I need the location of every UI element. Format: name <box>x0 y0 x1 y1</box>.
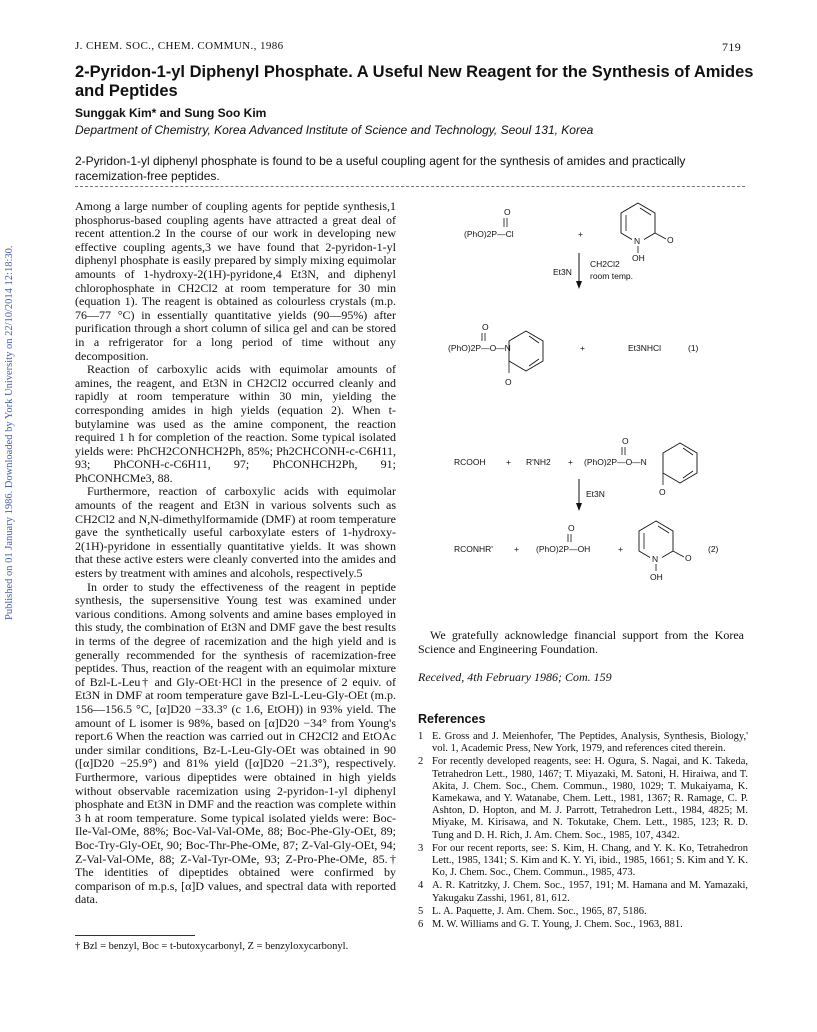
amide-product: RCONHR' <box>454 544 493 554</box>
hydroxyl: OH <box>632 253 645 263</box>
acknowledgement: We gratefully acknowledge financial support from the Korea Science and Engineering Foundation. <box>418 628 744 656</box>
reference-item: 6 M. W. Williams and G. T. Young, J. Chem. Soc., 1963, 881. <box>418 919 683 931</box>
base-label: Et3N <box>586 489 605 499</box>
ring-oxygen: O <box>667 235 674 245</box>
solvent-label: CH2Cl2 <box>590 259 620 269</box>
plus-sign: + <box>514 544 519 554</box>
phosphoryl-oxygen: O <box>622 436 629 446</box>
phosphoryl-oxygen: O <box>568 523 575 533</box>
reaction-scheme <box>418 195 758 615</box>
reference-item: 3 For our recent reports, see: S. Kim, H. Chang, and Y. K. Ko, Tetrahedron Lett., 1985, 1341; S. Kim and K. Y. Yi, ibid., 1985, 1661; S. Kim and Y. K. Ko, J. Chem. Soc., Chem. Commun., 1985, 473. <box>418 842 748 879</box>
plus-sign: + <box>568 457 573 467</box>
plus-sign: + <box>506 457 511 467</box>
reference-item: 2 For recently developed reagents, see: H. Ogura, S. Nagai, and K. Takeda, Tetrahedron Lett., 1980, 1467; T. Miyazaki, M. Satoni, H. Hiraiwa, and T. Akita, J. Chem. Soc., Chem. Commun., 1980, 1029; T. Mukaiyama, K. Kamekawa, and Y. Watanabe, Chem. Lett., 1981, 1367; R. Ramage, C. P. Ashton, D. Hopton, and M. J. Parrott, Tetrahedron Lett., 1984, 4825; M. Miyake, M. Kirisawa, and N. Tokutake, Chem. Lett., 1985, 123; R. D. Tung and D. H. Rich, J. Am. Chem. Soc., 1985, 107, 4342. <box>418 756 748 841</box>
plus-sign: + <box>618 544 623 554</box>
pyridone-ring <box>659 443 697 497</box>
reference-item: 4 A. R. Katritzky, J. Chem. Soc., 1957, 191; M. Hamana and M. Yamazaki, Yakugaku Zasshi, 1961, 81, 612. <box>418 880 748 904</box>
phosphoryl-oxygen: O <box>482 322 489 332</box>
temperature-label: room temp. <box>590 271 633 281</box>
equation-1-label: (1) <box>688 343 699 353</box>
amine: R'NH2 <box>526 457 551 467</box>
body-paragraph: Reaction of carboxylic acids with equimolar amounts of amines, the reagent, and Et3N in CH2Cl2 occurred cleanly and rapidly at room temperature within 30 min, yielding the corresponding amides in high yields (equation 2). When t-butylamine was used as the amine component, the reaction required 1 h for completion of the reaction. Some typical isolated yields were: PhCH2CONHCH2Ph, 85%; Ph2CHCONH-c-C6H11, 93; PhCONH-c-C6H11, 97; PhCONHCH2Ph, 91; PhCONHCMe3, 88. <box>75 362 396 485</box>
carbonyl-oxygen: O <box>659 487 666 497</box>
reagent-product: (PhO)2P—O—N <box>448 343 511 353</box>
reference-list <box>418 731 748 932</box>
hydroxyl: OH <box>650 572 663 582</box>
references-heading: References <box>418 712 486 726</box>
abstract: 2-Pyridon-1-yl diphenyl phosphate is found to be a useful coupling agent for the synthesis of amides and practically racemization-free peptides. <box>75 154 686 183</box>
hydroxypyridone-ring <box>639 521 692 582</box>
authors: Sunggak Kim* and Sung Soo Kim <box>75 106 267 120</box>
journal-header: J. CHEM. SOC., CHEM. COMMUN., 1986 <box>75 40 284 52</box>
reference-item: 5 L. A. Paquette, J. Am. Chem. Soc., 1965, 87, 5186. <box>418 905 647 917</box>
hydroxypyridone-ring <box>621 203 674 263</box>
plus-sign: + <box>580 343 585 353</box>
diphenyl-chlorophosphate: (PhO)2P—Cl <box>464 229 514 239</box>
body-paragraph: Furthermore, reaction of carboxylic acids with equimolar amounts of the reagent and Et3N in various solvents such as CH2Cl2 and N,N-dimethylformamide (DMF) at room temperature gave the synthetically useful carboxylate esters of 1-hydroxy-2(1H)-pyridone in essentially quantitative yields. It was shown that these active esters were cleanly converted into the amides and esters by treatment with amines and alcohols, respectively.5 <box>75 484 396 581</box>
diphenyl-phosphoric-acid: (PhO)2P—OH <box>536 544 591 554</box>
footnote-rule <box>75 935 195 936</box>
byproduct: Et3NHCl <box>628 343 662 353</box>
base-label: Et3N <box>553 267 572 277</box>
phosphoryl-oxygen: O <box>504 207 511 217</box>
body-paragraph: In order to study the effectiveness of the reagent in peptide synthesis, the supersensitive Young test was examined under various conditions. Among solvents and amine bases employed in this study, the combination of Et3N and DMF gave the best results in terms of the degree of racemization and the high yield and is generally recommended for the synthesis of racemization-free peptides. Thus, reaction of the reagent with an equimolar mixture of Bzl-L-Leu† and Gly-OEt·HCl in the presence of 2 equiv. of Et3N in DMF at room temperature gave Bzl-L-Leu-Gly-OEt (m.p. 156—156.5 °C, [α]D20 −33.3° (c 1.6, EtOH)) in 93% yield. The amount of L isomer is 98%, based on [α]D20 −34° from Young's report.6 When the reaction was carried out in CH2Cl2 and EtOAc under similar conditions, Bz-L-Leu-Gly-OEt was obtained in 90 ([α]D20 −25.9°) and 81% yield ([α]D20 −21.3°), respectively. Furthermore, various dipeptides were obtained in high yields without observable racemization using 2-pyridon-1-yl diphenyl phosphate and Et3N in DMF and the reaction was complete within 3 h at room temperature. Some typical isolated yields were: Boc-Ile-Val-OMe, 88%; Boc-Val-Val-OMe, 88; Boc-Phe-Gly-OEt, 89; Boc-Try-Gly-OEt, 90; Boc-Thr-Phe-OMe, 87; Z-Val-Gly-OEt, 94; Z-Val-Val-OMe, 88; Z-Val-Tyr-OMe, 93; Z-Pro-Phe-OMe, 85.† The identities of dipeptides obtained were confirmed by comparison of m.p.s, [α]D values, and spectral data with reported data. <box>75 579 396 907</box>
reagent: (PhO)2P—O—N <box>584 457 647 467</box>
footnote: † Bzl = benzyl, Boc = t-butoxycarbonyl, Z = benzyloxycarbonyl. <box>75 941 349 952</box>
article-title: 2-Pyridon-1-yl Diphenyl Phosphate. A Useful New Reagent for the Synthesis of Amides and Peptides <box>75 63 754 100</box>
carboxylic-acid: RCOOH <box>454 457 486 467</box>
received-date: Received, 4th February 1986; Com. 159 <box>418 670 612 684</box>
affiliation: Department of Chemistry, Korea Advanced Institute of Science and Technology, Seoul 131, Korea <box>75 123 594 137</box>
download-watermark-text: Published on 01 January 1986. Downloaded by York University on 22/10/2014 12:18:30. <box>4 245 15 620</box>
page-number: 719 <box>722 40 742 54</box>
ring-nitrogen: N <box>634 236 641 246</box>
body-paragraph: Among a large number of coupling agents for peptide synthesis,1 phosphorus-based coupling agents have attracted a great deal of recent attention.2 In the course of our work in developing new effective coupling agents,3 we have found that 2-pyridon-1-yl diphenyl phosphate is easily prepared by simply mixing equimolar amounts of 1-hydroxy-2(1H)-pyridone,4 Et3N, and diphenyl chlorophosphate in CH2Cl2 at room temperature for 30 min (equation 1). The reagent is obtained as colourless crystals (m.p. 76—77 °C) in essentially quantitative yields (90—95%) after purification through a short column of silica gel and can be stored in a refrigerator for a long period of time without any decomposition. <box>75 199 396 363</box>
pyridone-ring <box>505 331 543 387</box>
equation-2-label: (2) <box>708 544 719 554</box>
ring-oxygen: O <box>685 553 692 563</box>
plus-sign: + <box>578 229 583 239</box>
ring-nitrogen: N <box>652 554 659 564</box>
main-text <box>75 200 396 907</box>
download-watermark <box>4 120 18 630</box>
abstract-divider <box>75 186 745 187</box>
carbonyl-oxygen: O <box>505 377 512 387</box>
reference-item: 1 E. Gross and J. Meienhofer, 'The Peptides, Analysis, Synthesis, Biology,' vol. 1, Academic Press, New York, 1979, and references cited therein. <box>418 731 748 755</box>
